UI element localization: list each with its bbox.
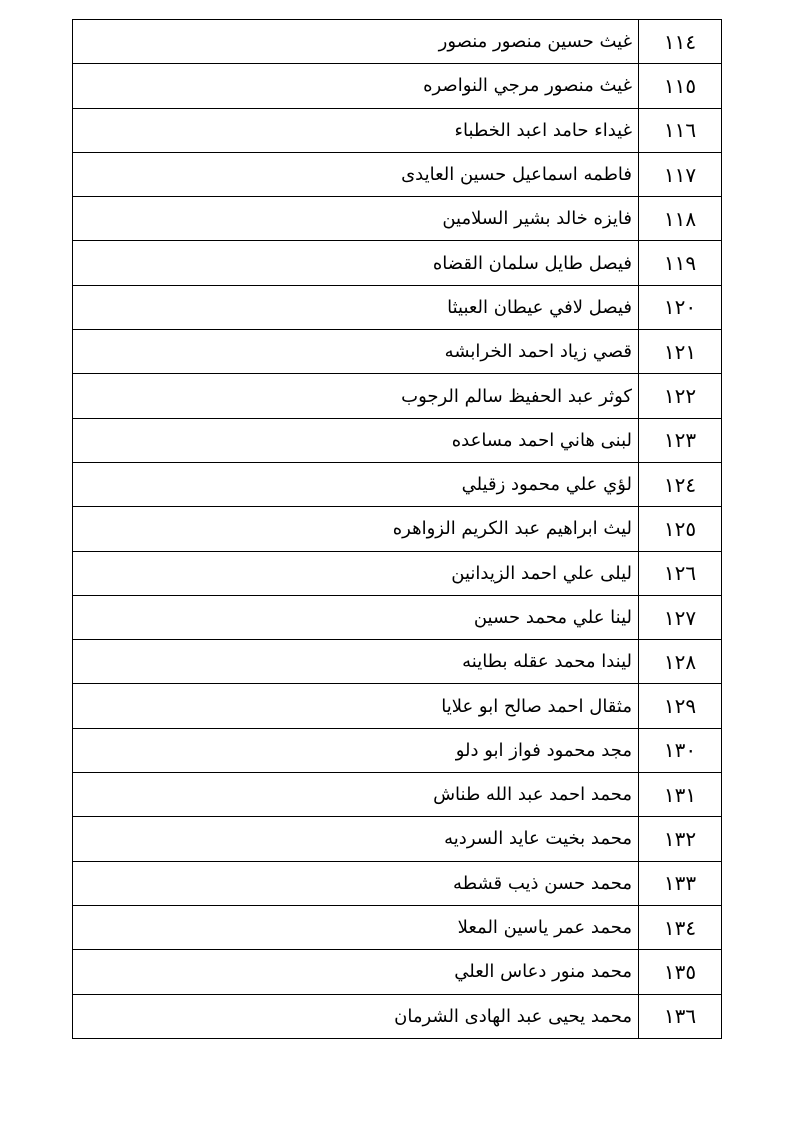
row-number: ١١٤ (639, 20, 722, 64)
row-name: غيث منصور مرجي النواصره (73, 64, 639, 108)
row-name: محمد منور دعاس العلي (73, 950, 639, 994)
table-row (73, 20, 722, 64)
row-name: قصي زياد احمد الخرابشه (73, 330, 639, 374)
names-table-body (73, 20, 722, 1039)
row-name: لينا علي محمد حسين (73, 595, 639, 639)
row-name: غيداء حامد اعبد الخطباء (73, 108, 639, 152)
table-row (73, 64, 722, 108)
row-number: ١٢٧ (639, 595, 722, 639)
table-row (73, 905, 722, 949)
table-row (73, 507, 722, 551)
table-row (73, 950, 722, 994)
row-name: محمد يحيى عبد الهادى الشرمان (73, 994, 639, 1038)
row-number: ١١٧ (639, 152, 722, 196)
row-name: ليث ابراهيم عبد الكريم الزواهره (73, 507, 639, 551)
row-number: ١١٨ (639, 197, 722, 241)
row-name: فيصل لافي عيطان العبيثا (73, 285, 639, 329)
row-number: ١١٩ (639, 241, 722, 285)
table-row (73, 773, 722, 817)
table-row (73, 241, 722, 285)
row-number: ١٣٣ (639, 861, 722, 905)
row-name: فايزه خالد بشير السلامين (73, 197, 639, 241)
row-number: ١٢٤ (639, 462, 722, 506)
table-row (73, 595, 722, 639)
table-row (73, 197, 722, 241)
row-name: ليلى علي احمد الزيدانين (73, 551, 639, 595)
table-row (73, 374, 722, 418)
row-name: فيصل طايل سلمان القضاه (73, 241, 639, 285)
table-row (73, 994, 722, 1038)
table-row (73, 418, 722, 462)
table-row (73, 152, 722, 196)
table-row (73, 684, 722, 728)
row-number: ١٢١ (639, 330, 722, 374)
row-number: ١٣٠ (639, 728, 722, 772)
names-table (72, 19, 722, 1039)
row-name: محمد احمد عبد الله طناش (73, 773, 639, 817)
row-name: مثقال احمد صالح ابو علايا (73, 684, 639, 728)
table-row (73, 817, 722, 861)
row-name: محمد عمر ياسين المعلا (73, 905, 639, 949)
row-number: ١٣١ (639, 773, 722, 817)
table-row (73, 551, 722, 595)
row-name: غيث حسين منصور منصور (73, 20, 639, 64)
row-number: ١٣٤ (639, 905, 722, 949)
row-number: ١٢٩ (639, 684, 722, 728)
row-name: محمد بخيت عايد السرديه (73, 817, 639, 861)
table-row (73, 462, 722, 506)
row-number: ١٢٢ (639, 374, 722, 418)
row-name: ليندا محمد عقله بطاينه (73, 640, 639, 684)
table-row (73, 108, 722, 152)
row-number: ١٢٦ (639, 551, 722, 595)
row-number: ١٢٠ (639, 285, 722, 329)
row-number: ١١٥ (639, 64, 722, 108)
row-number: ١١٦ (639, 108, 722, 152)
row-number: ١٣٦ (639, 994, 722, 1038)
row-name: كوثر عبد الحفيظ سالم الرجوب (73, 374, 639, 418)
table-row (73, 330, 722, 374)
row-number: ١٣٢ (639, 817, 722, 861)
table-row (73, 728, 722, 772)
row-number: ١٢٣ (639, 418, 722, 462)
table-row (73, 861, 722, 905)
row-number: ١٢٨ (639, 640, 722, 684)
row-name: فاطمه اسماعيل حسين العايدى (73, 152, 639, 196)
table-row (73, 640, 722, 684)
row-name: مجد محمود فواز ابو دلو (73, 728, 639, 772)
row-number: ١٢٥ (639, 507, 722, 551)
row-name: محمد حسن ذيب قشطه (73, 861, 639, 905)
table-row (73, 285, 722, 329)
row-number: ١٣٥ (639, 950, 722, 994)
row-name: لبنى هاني احمد مساعده (73, 418, 639, 462)
row-name: لؤي علي محمود زقيلي (73, 462, 639, 506)
